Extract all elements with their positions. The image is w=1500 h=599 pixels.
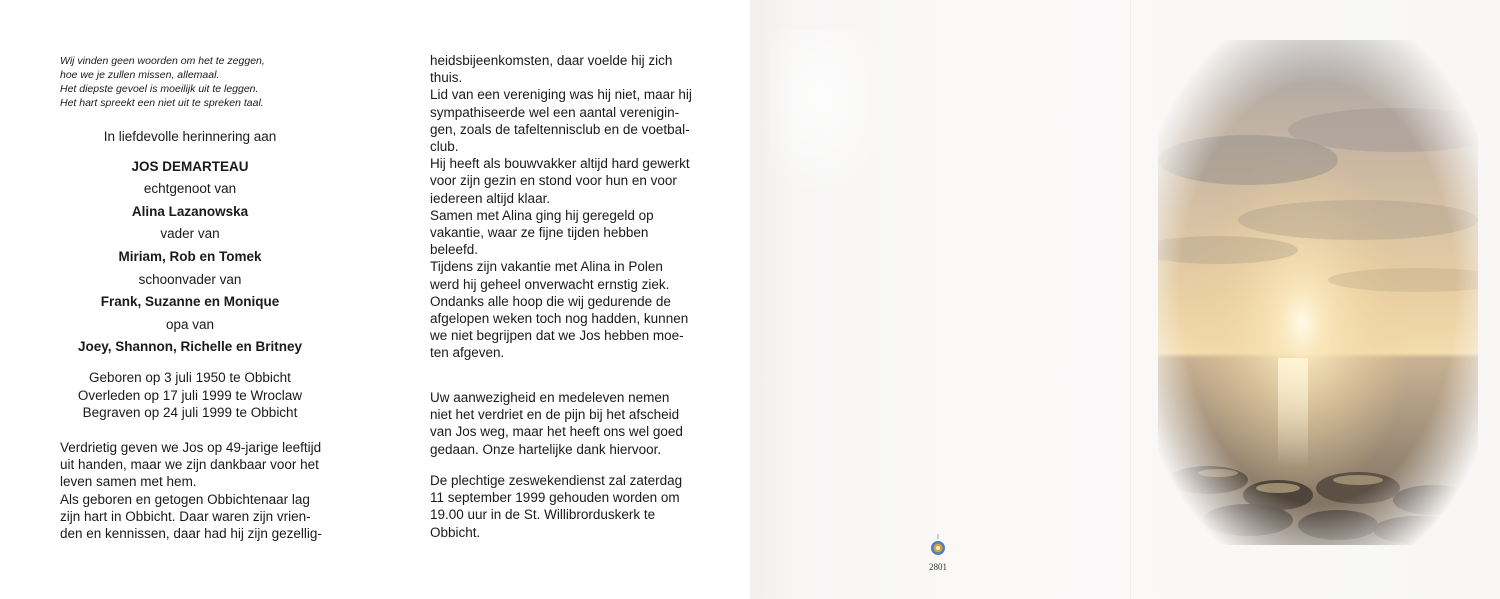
text-line: iedereen altijd klaar. xyxy=(430,190,551,206)
text-line: sympathiseerde wel een aantal verenigin- xyxy=(430,104,680,120)
text-line xyxy=(60,508,328,525)
text-line: club. xyxy=(430,139,459,155)
text-line: 11 september 1999 gehouden worden om xyxy=(430,490,680,506)
text-line-content: zijn hart in Obbicht. Daar waren zijn vrien- xyxy=(60,508,311,524)
text-line: afgelopen weken toch nog hadden, kunnen xyxy=(430,311,689,327)
text-line-content: Verdrietig geven we Jos op 49-jarige leeftijd xyxy=(60,440,322,455)
in-laws-names: Frank, Suzanne en Monique xyxy=(100,294,280,310)
text-line: Hij heeft als bouwvakker altijd hard gewerkt xyxy=(430,156,690,172)
text-line-content: uit handen, maar we zijn dankbaar voor het xyxy=(60,457,319,473)
text-line xyxy=(60,491,328,508)
memorial-block xyxy=(40,126,340,359)
text-line-content: den en kennissen, daar had hij zijn gezellig- xyxy=(60,526,322,542)
spouse-label: echtgenoot van xyxy=(143,181,237,197)
text-line: Obbicht. xyxy=(430,524,481,540)
printer-logo-icon xyxy=(928,533,948,559)
text-line: gen, zoals de tafeltennisclub en de voetbal- xyxy=(430,121,690,137)
text-line: voor zijn gezin en stond voor hun en voor xyxy=(430,173,677,189)
poem-line: Het hart spreekt een niet uit te spreken taal. xyxy=(60,97,264,109)
death-date: Overleden op 17 juli 1999 te Wroclaw xyxy=(77,387,303,403)
text-line: heidsbijeenkomsten, daar voelde hij zich xyxy=(430,53,673,68)
burial-date: Begraven op 24 juli 1999 te Obbicht xyxy=(82,405,298,420)
text-line: vakantie, waar ze fijne tijden hebben xyxy=(430,225,649,241)
sunset-sea-photo xyxy=(1158,40,1478,545)
poem-line: Wij vinden geen woorden om het te zeggen, xyxy=(60,55,265,67)
birth-date: Geboren op 3 juli 1950 te Obbicht xyxy=(89,370,291,385)
poem-line: Het diepste gevoel is moeilijk uit te leggen. xyxy=(60,83,259,95)
text-line-content: Als geboren en getogen Obbichtenaar lag xyxy=(60,491,310,507)
text-line: leven samen met hem. xyxy=(60,474,197,490)
in-laws-label: schoonvader van xyxy=(138,271,242,287)
thanks-paragraph xyxy=(430,389,698,458)
service-paragraph xyxy=(430,472,698,541)
text-line: thuis. xyxy=(430,70,463,86)
children-label: vader van xyxy=(160,226,220,242)
text-line: ten afgeven. xyxy=(430,345,505,361)
text-line: Ondanks alle hoop die wij gedurende de xyxy=(430,293,671,309)
text-line: 19.00 uur in de St. Willibrorduskerk te xyxy=(430,507,656,523)
fold-crease xyxy=(1130,0,1131,599)
text-line: werd hij geheel onverwacht ernstig ziek. xyxy=(430,276,670,292)
dates-block xyxy=(40,369,340,422)
grandchildren-names: Joey, Shannon, Richelle en Britney xyxy=(77,339,303,355)
text-line: Tijdens zijn vakantie met Alina in Polen xyxy=(430,259,663,275)
text-line: we niet begrijpen dat we Jos hebben moe- xyxy=(430,328,684,344)
poem-line: hoe we je zullen missen, allemaal. xyxy=(60,69,220,81)
text-column-1 xyxy=(60,439,328,542)
text-line xyxy=(60,525,328,542)
text-column-2 xyxy=(430,52,698,362)
text-line xyxy=(60,456,328,473)
memorial-intro: In liefdevolle herinnering aan xyxy=(103,129,277,144)
text-line: De plechtige zeswekendienst zal zaterdag xyxy=(430,473,683,488)
spouse-name: Alina Lazanowska xyxy=(131,203,249,219)
text-line: gedaan. Onze hartelijke dank hiervoor. xyxy=(430,441,662,457)
grandchildren-label: opa van xyxy=(165,316,215,332)
children-names: Miriam, Rob en Tomek xyxy=(118,248,262,264)
text-line: Uw aanwezigheid en medeleven nemen xyxy=(430,390,670,405)
text-line: van Jos weg, maar het heeft ons wel goed xyxy=(430,424,683,440)
deceased-name: JOS DEMARTEAU xyxy=(131,158,249,174)
poem xyxy=(60,54,360,110)
text-line: Samen met Alina ging hij geregeld op xyxy=(430,207,654,223)
printer-number: 2801 xyxy=(929,562,947,572)
text-line xyxy=(60,439,328,456)
text-line: niet het verdriet en de pijn bij het afscheid xyxy=(430,407,680,423)
text-line: Lid van een vereniging was hij niet, maar hij xyxy=(430,87,692,103)
text-line: beleefd. xyxy=(430,242,479,258)
paper-texture xyxy=(770,30,890,200)
